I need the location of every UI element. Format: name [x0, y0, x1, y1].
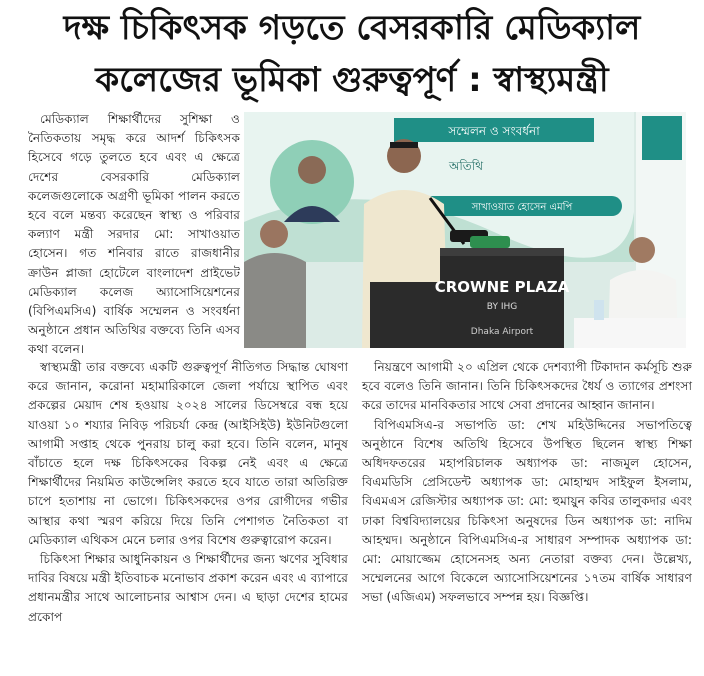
- water-bottle: [594, 300, 604, 320]
- table: [574, 318, 686, 348]
- article-column-middle-left: [28, 358, 348, 627]
- article-paragraph: মেডিক্যাল শিক্ষার্থীদের সুশিক্ষা ও নৈতিকতায় সমৃদ্ধ করে আদর্শ চিকিৎসক হিসেবে গড়ে তুলতে হবে এবং এ ক্ষেত্রে দেশের বেসরকারি মেডিক্যাল কলেজগুলোকে অগ্রণী ভূমিকা পালন করতে হবে বলে মন্তব্য করেছেন স্বাস্থ্য ও পরিবার কল্যাণ মন্ত্রী সরদার মো: সাখাওয়াত হোসেন। গত শনিবার রাতে রাজধানীর ক্রাউন প্লাজা হোটেলে বাংলাদেশ প্রাইভেট মেডিক্যাল কলেজ অ্যাসোসিয়েশনের (বিপিএমসিএ) বার্ষিক সম্মেলন ও সংবর্ধনা অনুষ্ঠানে প্রধান অতিথির বক্তব্যে তিনি এসব কথা বলেন।: [28, 112, 240, 357]
- podium-top: [440, 248, 564, 256]
- podium-location: Dhaka Airport: [470, 327, 534, 337]
- podium-sub-brand: BY IHG: [486, 302, 518, 312]
- article-paragraph: স্বাস্থ্যমন্ত্রী তার বক্তব্যে একটি গুরুত্বপূর্ণ নীতিগত সিদ্ধান্ত ঘোষণা করে জানান, করোনা মহামারিকালে জেলা পর্যায়ে স্থাপিত এবং প্রকল্পের মেয়াদ শেষ হওয়ায় ২০২৪ সালের ডিসেম্বরে বন্ধ হয়ে যাওয়া ১০ শয্যার নিবিড় পরিচর্যা কেন্দ্র (আইসিইউ) ইউনিটগুলো আগামী সপ্তাহ থেকে পুনরায় চালু করা হবে। তিনি বলেন, মানুষ বাঁচাতে হলে দক্ষ চিকিৎসকের বিকল্প নেই এবং এ ক্ষেত্রে শিক্ষার্থীদের নিয়মিত কাউন্সেলিং করতে হবে যাতে তারা অতিরিক্ত চাপে হতাশায় না ভোগে। চিকিৎসকদের ওপর রোগীদের গভীর আস্থার কথা স্মরণ করিয়ে দিয়ে তিনি পেশাগত নৈতিকতা বা মেডিক্যাল এথিকস মেনে চলার ওপর বিশেষ গুরুত্বারোপ করেন।: [28, 360, 348, 547]
- speaker-trousers: [370, 282, 444, 348]
- article-column-middle-right: [362, 358, 692, 608]
- banner-guest-name: সাখাওয়াত হোসেন এমপি: [471, 202, 573, 213]
- article-paragraph: বিপিএমসিএ-র সভাপতি ডা: শেখ মহিউদ্দিনের সভাপতিত্বে অনুষ্ঠানে বিশেষ অতিথি হিসেবে উপস্থিত ছিলেন স্বাস্থ্য শিক্ষা অধিদফতরের মহাপরিচালক অধ্যাপক ডা: নাজমুল হোসেন, বিএমডিসি প্রেসিডেন্ট অধ্যাপক ডা: মোহাম্মদ সাইফুল ইসলাম, বিএমএস রেজিস্টার অধ্যাপক ডা: মো: হুমায়ুন কবির তালুকদার এবং ঢাকা বিশ্ববিদ্যালয়ের চিকিৎসা অনুষদের ডিন অধ্যাপক ডা: নাদিম আহম্মদ। অনুষ্ঠানে বিপিএমসিএ-র সাধারণ সম্পাদক অধ্যাপক ডা: মো: মোয়াজ্জেম হোসেনসহ অন্য নেতারা বক্তব্য দেন। উল্লেখ্য, সম্মেলনের আগে বিকেলে অ্যাসোসিয়েশনের ১৭তম বার্ষিক সাধারণ সভা (এজিএম) সফলভাবে সম্পন্ন হয়। বিজ্ঞপ্তি।: [362, 417, 692, 605]
- article-column-intro: [28, 110, 240, 360]
- seated-guest-left-head: [260, 220, 288, 248]
- seated-guest-left-body: [244, 253, 306, 348]
- seated-guest-right-head: [629, 237, 655, 263]
- microphone-green: [470, 236, 510, 248]
- headline-line-2: কলেজের ভূমিকা গুরুত্বপূর্ণ : স্বাস্থ্যমন্ত্রী: [95, 60, 609, 100]
- headline: [0, 2, 704, 106]
- banner-guest-label: অতিথি: [448, 159, 484, 173]
- headline-line-1: দক্ষ চিকিৎসক গড়তে বেসরকারি মেডিক্যাল: [63, 8, 641, 48]
- article-paragraph: নিয়ন্ত্রণে আগামী ২০ এপ্রিল থেকে দেশব্যাপী টিকাদান কর্মসূচি শুরু হবে বলেও তিনি জানান। তিনি চিকিৎসকদের ধৈর্য ও ত্যাগের প্রশংসা করে তাদের মানবিকতার সাথে সেবা প্রদানের আহ্বান জানান।: [362, 360, 692, 413]
- article-paragraph: চিকিৎসা শিক্ষার আধুনিকায়ন ও শিক্ষার্থীদের জন্য ঋণের সুবিধার দাবির বিষয়ে মন্ত্রী ইতিবাচক মনোভাব প্রকাশ করেন এবং এ ব্যাপারে প্রধানমন্ত্রীর সাথে আলোচনার আশ্বাস দেন। এ ছাড়া দেশের হামের প্রকোপ: [28, 552, 348, 624]
- banner-portrait-head: [298, 156, 326, 184]
- banner-title: সম্মেলন ও সংবর্ধনা: [448, 124, 540, 138]
- news-photo-illustration: [244, 112, 686, 348]
- side-banner-strip: [642, 116, 682, 160]
- speaker-glasses: [390, 142, 418, 148]
- news-photo: [244, 112, 686, 348]
- podium-brand: CROWNE PLAZA: [434, 278, 570, 296]
